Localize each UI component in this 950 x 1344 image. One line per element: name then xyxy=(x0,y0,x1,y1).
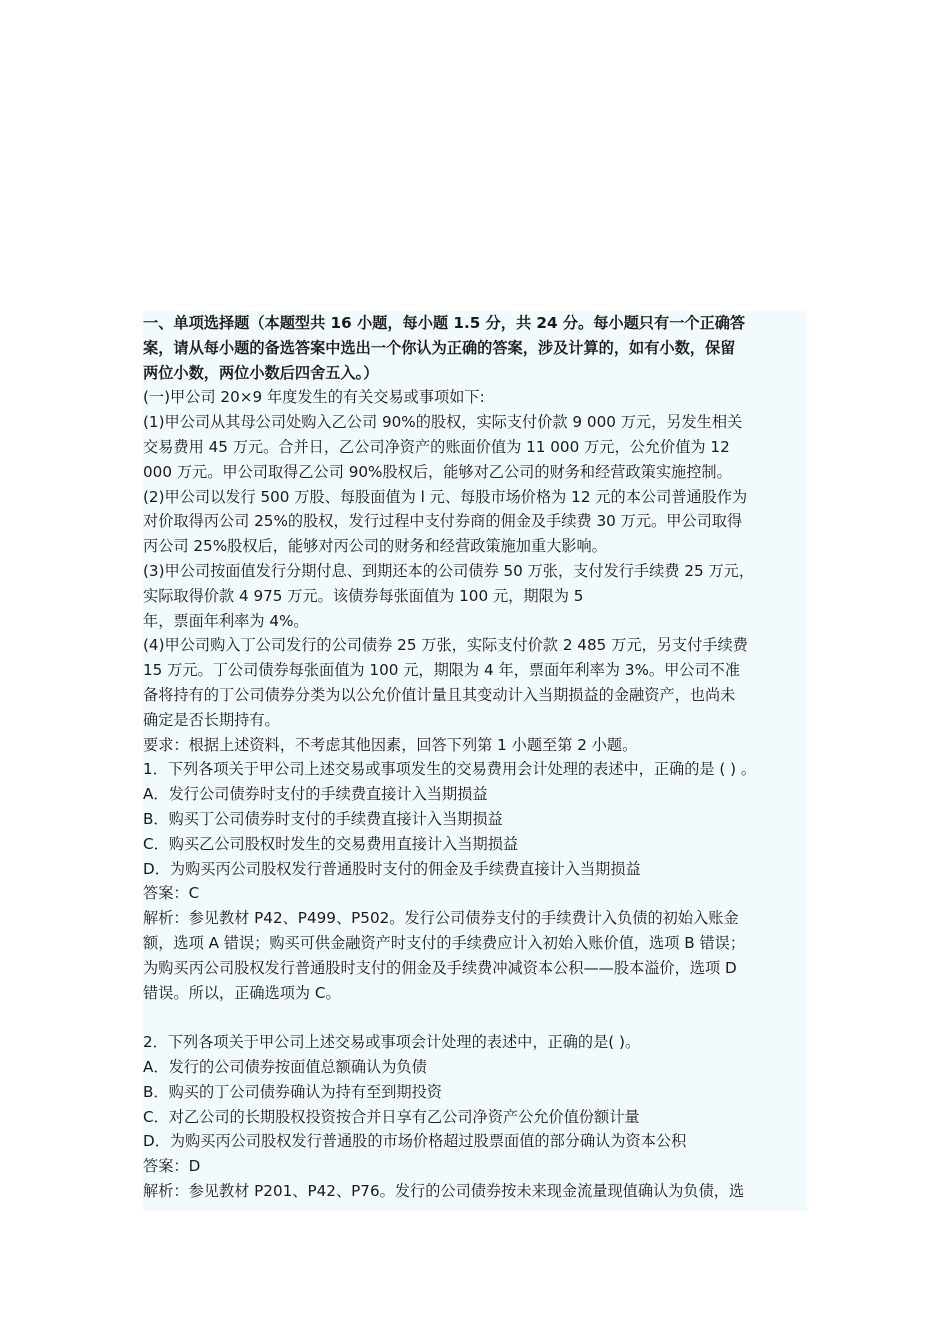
analysis-line: 为购买丙公司股权发行普通股时支付的佣金及手续费冲减资本公积——股本溢价，选项 D xyxy=(143,958,737,977)
question-2-stem: 2．下列各项关于甲公司上述交易或事项会计处理的表述中，正确的是( )。 xyxy=(143,1033,641,1052)
text-line: 要求：根据上述资料，不考虑其他因素，回答下列第 1 小题至第 2 小题。 xyxy=(143,735,638,754)
text-line: 年，票面年利率为 4%。 xyxy=(143,611,309,630)
analysis-line: 解析：参见教材 P201、P42、P76。发行的公司债券按未来现金流量现值确认为负债，选 xyxy=(143,1181,745,1200)
blank-line xyxy=(143,1005,807,1030)
document-content xyxy=(143,311,807,1211)
option-a: A．发行公司债券时支付的手续费直接计入当期损益 xyxy=(143,785,488,804)
text-line: (2)甲公司以发行 500 万股、每股面值为 l 元、每股市场价格为 12 元的本公司普通股作为 xyxy=(143,487,748,506)
text-line: (一)甲公司 20×9 年度发生的有关交易或事项如下: xyxy=(143,388,485,407)
analysis-line: 解析：参见教材 P42、P499、P502。发行公司债券支付的手续费计入负债的初始入账金 xyxy=(143,909,739,928)
section-heading xyxy=(143,311,807,385)
text-line: 丙公司 25%股权后，能够对丙公司的财务和经营政策施加重大影响。 xyxy=(143,537,607,556)
heading-line: 一、单项选择题（本题型共 16 小题，每小题 1.5 分，共 24 分。每小题只有一个正确答 xyxy=(143,314,746,332)
option-c: C．对乙公司的长期股权投资按合并日享有乙公司净资产公允价值份额计量 xyxy=(143,1107,640,1126)
question-1-stem: 1．下列各项关于甲公司上述交易或事项发生的交易费用会计处理的表述中，正确的是 ( ) 。 xyxy=(143,760,757,779)
option-d: D．为购买丙公司股权发行普通股时支付的佣金及手续费直接计入当期损益 xyxy=(143,859,641,878)
option-d: D．为购买丙公司股权发行普通股的市场价格超过股票面值的部分确认为资本公积 xyxy=(143,1132,687,1151)
answer: 答案：D xyxy=(143,1157,201,1176)
text-line: 确定是否长期持有。 xyxy=(143,710,280,729)
analysis-line: 额，选项 A 错误；购买可供金融资产时支付的手续费应计入初始入账价值，选项 B 错误； xyxy=(143,933,746,952)
heading-line: 案，请从每小题的备选答案中选出一个你认为正确的答案，涉及计算的，如有小数，保留 xyxy=(143,338,736,357)
question-2 xyxy=(143,1030,807,1204)
text-line: 对价取得丙公司 25%的股权，发行过程中支付券商的佣金及手续费 30 万元。甲公司取得 xyxy=(143,512,743,531)
option-c: C．购买乙公司股权时发生的交易费用直接计入当期损益 xyxy=(143,834,519,853)
text-line: 交易费用 45 万元。合并日，乙公司净资产的账面价值为 11 000 万元，公允价值为 12 xyxy=(143,437,730,456)
text-line: 000 万元。甲公司取得乙公司 90%股权后，能够对乙公司的财务和经营政策实施控制。 xyxy=(143,462,732,481)
text-line: (1)甲公司从其母公司处购入乙公司 90%的股权，实际支付价款 9 000 万元，另发生相关 xyxy=(143,413,743,432)
option-b: B．购买的丁公司债券确认为持有至到期投资 xyxy=(143,1082,442,1101)
option-a: A．发行的公司债券按面值总额确认为负债 xyxy=(143,1057,427,1076)
heading-line: 两位小数，两位小数后四舍五入。） xyxy=(143,363,379,382)
analysis-line: 错误。所以，正确选项为 C。 xyxy=(143,983,341,1002)
text-line: (4)甲公司购入丁公司发行的公司债券 25 万张，实际支付价款 2 485 万元，另支付手续费 xyxy=(143,636,748,655)
option-b: B．购买丁公司债券时支付的手续费直接计入当期损益 xyxy=(143,809,503,828)
text-line: (3)甲公司按面值发行分期付息、到期还本的公司债券 50 万张，支付发行手续费 25 万元， xyxy=(143,561,755,580)
text-line: 备将持有的丁公司债券分类为以公允价值计量且其变动计入当期损益的金融资产，也尚未 xyxy=(143,685,736,704)
question-group-1 xyxy=(143,385,807,1005)
text-line: 实际取得价款 4 975 万元。该债券每张面值为 100 元，期限为 5 xyxy=(143,586,584,605)
text-line: 15 万元。丁公司债券每张面值为 100 元，期限为 4 年，票面年利率为 3%。甲公司不准 xyxy=(143,661,741,680)
answer: 答案：C xyxy=(143,884,200,903)
